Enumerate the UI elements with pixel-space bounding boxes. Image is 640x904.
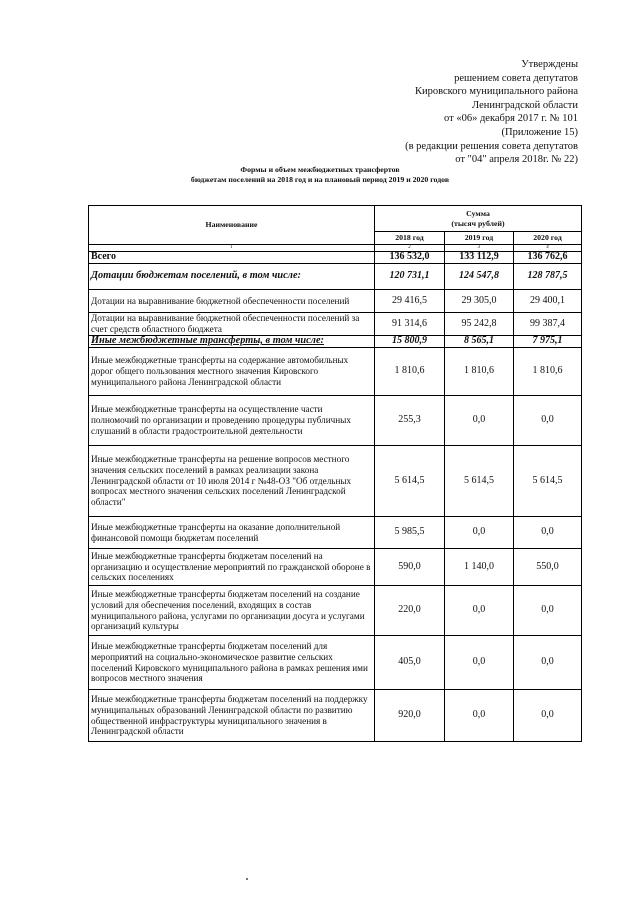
table-row (89, 313, 582, 336)
table-row (89, 636, 582, 690)
value-2018: 5 985,5 (375, 517, 445, 549)
row-name: Иные межбюджетные трансферты бюджетам поселений на создание условий для обеспечения поселений, входящих в состав муниципального района, услугами по организации досуга и услугами организаций культуры (89, 586, 375, 636)
value-2019: 124 547,8 (445, 264, 514, 290)
approval-line: Утверждены (521, 59, 578, 70)
value-2020: 0,0 (514, 636, 582, 690)
approval-line: Ленинградской области (472, 99, 578, 111)
header-sum-unit: (тысяч рублей) (451, 218, 505, 228)
header-sum-label: Сумма (466, 208, 490, 218)
header-sum (375, 206, 582, 232)
value-2018: 1 810,6 (375, 348, 445, 396)
value-2018: 29 416,5 (375, 290, 445, 313)
table-row-total (89, 252, 582, 264)
value-2019: 1 810,6 (445, 348, 514, 396)
table-row (89, 290, 582, 313)
row-name: Иные межбюджетные трансферты на осуществление части полномочий по организации и проведению процедуры публичных слушаний в области градостроительной деятельности (89, 396, 375, 446)
value-2020: 0,0 (514, 396, 582, 446)
row-name: Иные межбюджетные трансферты на решение вопросов местного значения сельских поселений в рамках реализации закона Ленинградской области от 10 июля 2014 г №48-ОЗ "Об отдельных вопросах местного значения сельских поселений Ленинградской области" (89, 446, 375, 517)
title-line-1: Формы и объем межбюджетных трансфертов (240, 165, 400, 174)
document-title (0, 165, 640, 185)
column-index: 3 (445, 245, 514, 252)
approval-line: решением совета депутатов (454, 72, 578, 84)
approval-line: от "04" апреля 2018г. № 22) (455, 154, 578, 166)
value-2018: 15 800,9 (375, 336, 445, 348)
value-2019: 1 140,0 (445, 549, 514, 586)
table-row-subsidies (89, 264, 582, 290)
value-2018: 405,0 (375, 636, 445, 690)
value-2018: 220,0 (375, 586, 445, 636)
header-year-2019: 2019 год (445, 232, 514, 245)
value-2019: 0,0 (445, 690, 514, 742)
table-row (89, 586, 582, 636)
column-index: 1 (89, 245, 375, 252)
value-2020: 0,0 (514, 586, 582, 636)
column-index: 4 (514, 245, 582, 252)
header-year-2018: 2018 год (375, 232, 445, 245)
value-2019: 133 112,9 (445, 252, 514, 264)
column-index: 2 (375, 245, 445, 252)
value-2020: 0,0 (514, 690, 582, 742)
table-row (89, 396, 582, 446)
table-row (89, 446, 582, 517)
header-row (89, 206, 582, 232)
row-name (89, 336, 375, 348)
value-2018: 120 731,1 (375, 264, 445, 290)
title-line-2: бюджетам поселений на 2018 год и на плановый период 2019 и 2020 годов (190, 175, 450, 184)
value-2019: 5 614,5 (445, 446, 514, 517)
value-2020: 136 762,6 (514, 252, 582, 264)
header-year-2020: 2020 год (514, 232, 582, 245)
value-2020: 5 614,5 (514, 446, 582, 517)
approval-line: от «06» декабря 2017 г. № 101 (444, 113, 578, 125)
column-index-row (89, 245, 582, 252)
table-row (89, 549, 582, 586)
table-row (89, 690, 582, 742)
scan-dot (246, 878, 248, 880)
value-2018: 5 614,5 (375, 446, 445, 517)
row-name-text: Иные межбюджетные трансферты, в том числе: (91, 335, 324, 347)
transfers-table (88, 205, 582, 742)
value-2020: 550,0 (514, 549, 582, 586)
row-name: Иные межбюджетные трансферты бюджетам поселений для мероприятий на социально-экономическое развитие сельских поселений Кировского муниципального района в рамках решения ими вопросов местного значения (89, 636, 375, 690)
row-name: Дотации на выравнивание бюджетной обеспеченности поселений (89, 290, 375, 313)
header-name: Наименование (89, 206, 375, 245)
approval-line: (Приложение 15) (501, 126, 578, 138)
value-2019: 0,0 (445, 517, 514, 549)
approval-line: Кировского муниципального района (414, 86, 578, 98)
value-2019: 0,0 (445, 636, 514, 690)
value-2020: 7 975,1 (514, 336, 582, 348)
value-2019: 0,0 (445, 586, 514, 636)
row-name: Всего (89, 252, 375, 264)
value-2020: 99 387,4 (514, 313, 582, 336)
table-row-other-transfers (89, 336, 582, 348)
value-2019: 95 242,8 (445, 313, 514, 336)
value-2020: 29 400,1 (514, 290, 582, 313)
value-2018: 920,0 (375, 690, 445, 742)
row-name: Иные межбюджетные трансферты бюджетам поселений на организацию и осуществление мероприятий по гражданской обороне в сельских поселениях (89, 549, 375, 586)
value-2018: 255,3 (375, 396, 445, 446)
table-row (89, 517, 582, 549)
table-row (89, 348, 582, 396)
value-2018: 91 314,6 (375, 313, 445, 336)
row-name: Дотации бюджетам поселений, в том числе: (89, 264, 375, 290)
row-name: Иные межбюджетные трансферты на оказание дополнительной финансовой помощи бюджетам поселений (89, 517, 375, 549)
value-2020: 1 810,6 (514, 348, 582, 396)
value-2019: 29 305,0 (445, 290, 514, 313)
value-2020: 128 787,5 (514, 264, 582, 290)
approval-line: (в редакции решения совета депутатов (405, 140, 578, 152)
value-2018: 136 532,0 (375, 252, 445, 264)
value-2019: 0,0 (445, 396, 514, 446)
value-2019: 8 565,1 (445, 336, 514, 348)
value-2018: 590,0 (375, 549, 445, 586)
row-name: Дотации на выравнивание бюджетной обеспеченности поселений за счет средств областного бюджета (89, 313, 375, 336)
row-name: Иные межбюджетные трансферты бюджетам поселений на поддержку муниципальных образований Ленинградской области по развитию общественной инфраструктуры муниципального значения в Ленинградской области (89, 690, 375, 742)
approval-block (405, 58, 578, 167)
value-2020: 0,0 (514, 517, 582, 549)
row-name: Иные межбюджетные трансферты на содержание автомобильных дорог общего пользования местного значения Кировского муниципального района Ленинградской области (89, 348, 375, 396)
